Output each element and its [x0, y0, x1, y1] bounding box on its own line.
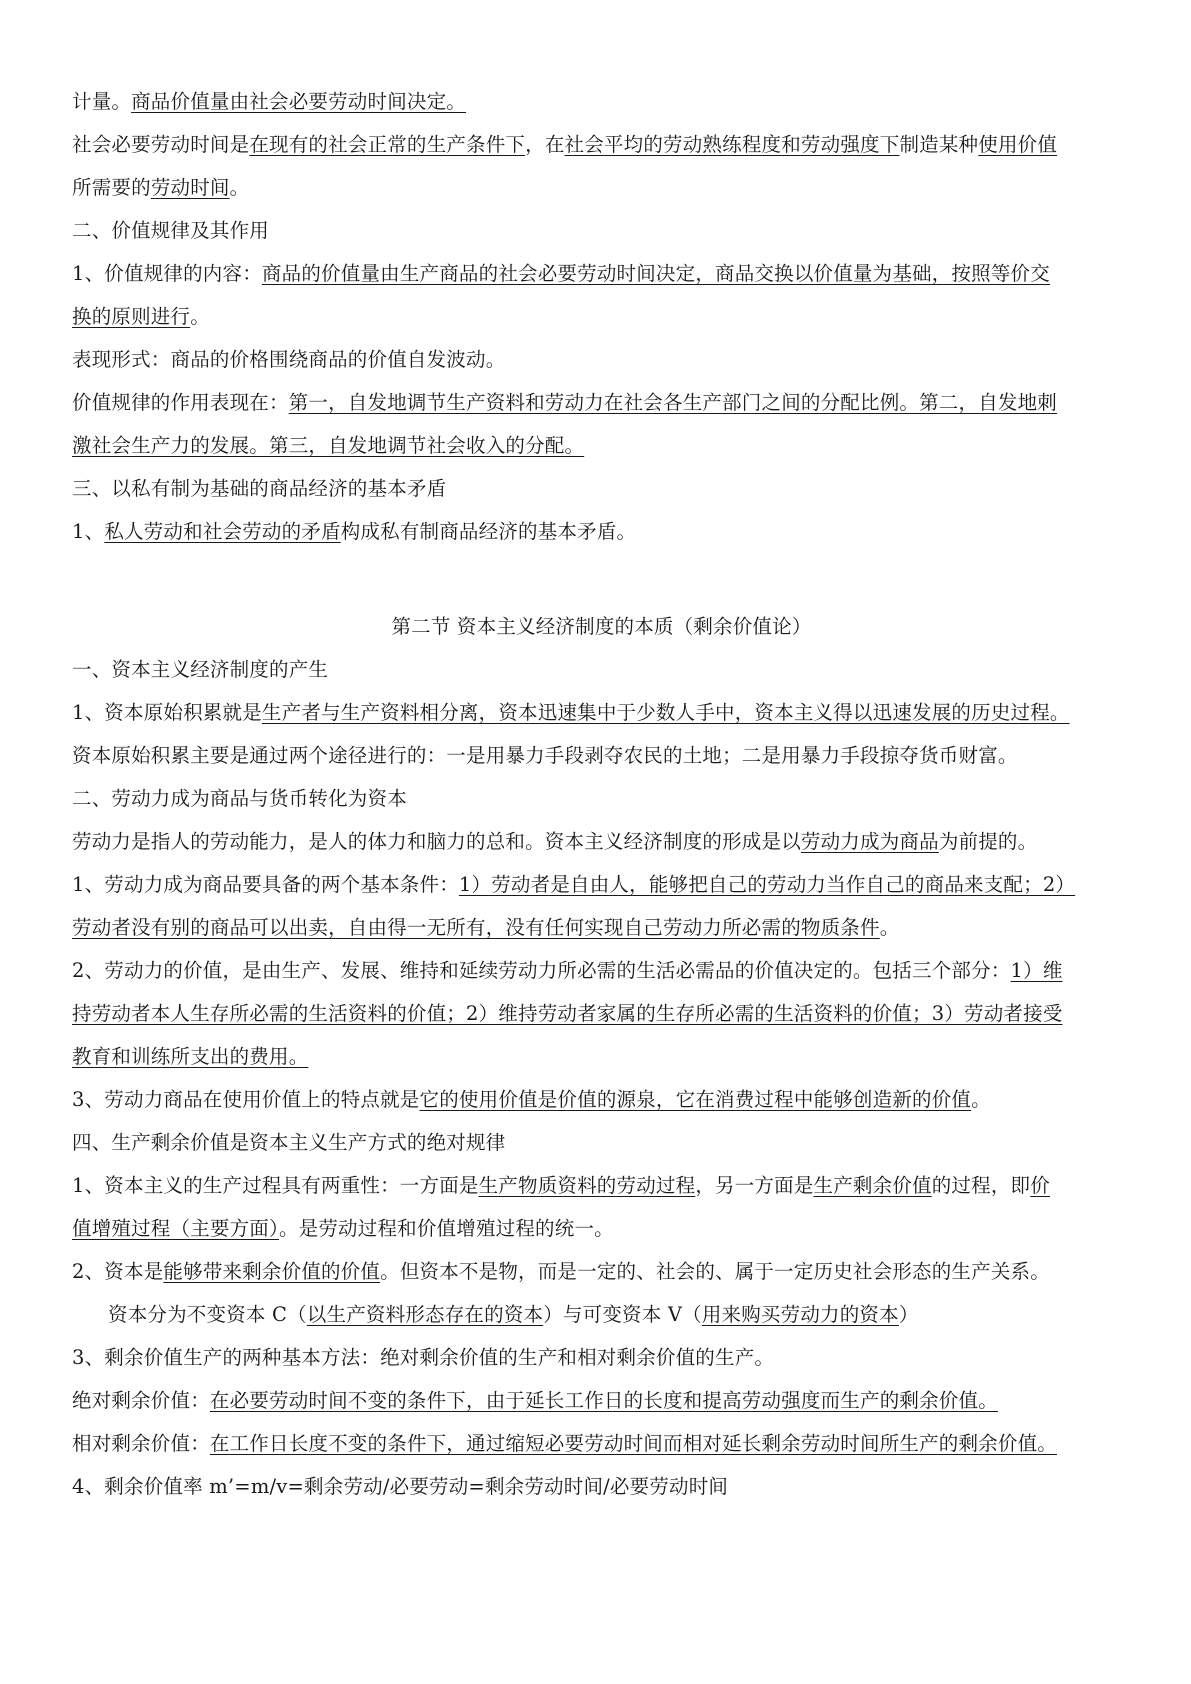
text-run: 1、劳动力成为商品要具备的两个基本条件：	[72, 873, 459, 896]
underlined-text: 社会平均的劳动熟练程度和劳动强度下	[564, 133, 900, 156]
underlined-text: 生产者与生产资料相分离，资本迅速集中于少数人手中，资本主义得以迅速发展的历史过程。	[261, 701, 1070, 724]
section-heading	[72, 209, 1131, 252]
text-line	[72, 123, 1131, 166]
text-run: 四、生产剩余价值是资本主义生产方式的绝对规律	[72, 1131, 506, 1154]
text-run: 相对剩余价值：	[72, 1432, 210, 1455]
text-run: 2、劳动力的价值，是由生产、发展、维持和延续劳动力所必需的生活必需品的价值决定的。包括三个部分：	[72, 959, 1011, 982]
text-run: 。	[190, 305, 210, 328]
underlined-text: 教育和训练所支出的费用。	[72, 1045, 309, 1068]
underlined-text: 劳动力成为商品	[800, 830, 939, 853]
text-run: ，另一方面是	[695, 1174, 814, 1197]
text-run: 资本分为不变资本 C（	[108, 1303, 307, 1326]
text-run: 2、资本是	[72, 1260, 164, 1283]
text-line	[72, 1250, 1131, 1293]
text-line	[72, 166, 1131, 209]
underlined-text: 持劳动者本人生存所必需的生活资料的价值；2）维持劳动者家属的生存所必需的生活资料的价值；3）劳动者接受	[72, 1002, 1063, 1025]
chapter-title	[72, 605, 1131, 648]
underlined-text: 换的原则进行	[72, 305, 191, 328]
text-run: 二、劳动力成为商品与货币转化为资本	[72, 787, 407, 810]
underlined-text: 生产物质资料的劳动过程	[478, 1174, 696, 1197]
text-run: 为前提的。	[938, 830, 1038, 853]
text-run: 劳动力是指人的劳动能力，是人的体力和脑力的总和。资本主义经济制度的形成是以	[72, 830, 801, 853]
text-line	[72, 1422, 1131, 1465]
underlined-text: 以生产资料形态存在的资本	[306, 1303, 544, 1326]
text-line	[72, 992, 1131, 1035]
underlined-text: 商品价值量由社会必要劳动时间决定。	[131, 90, 467, 113]
text-run: 第二节 资本主义经济制度的本质（剩余价值论）	[391, 615, 812, 638]
text-line	[72, 734, 1131, 777]
text-run: 一、资本主义经济制度的产生	[72, 658, 329, 681]
text-line	[72, 1293, 1131, 1336]
text-line	[72, 1035, 1131, 1078]
text-line	[72, 252, 1131, 295]
text-run: 1、	[72, 520, 105, 543]
text-run: 。	[229, 176, 250, 199]
text-line	[72, 1164, 1131, 1207]
underlined-text: 劳动时间	[150, 176, 230, 199]
text-line	[72, 424, 1131, 467]
text-run: 。	[879, 916, 900, 939]
text-line	[72, 1078, 1131, 1121]
text-run: 二、价值规律及其作用	[72, 219, 270, 242]
underlined-text: 1）维	[1010, 959, 1063, 982]
text-run: 绝对剩余价值：	[72, 1389, 210, 1412]
text-line	[72, 338, 1131, 381]
text-run: 。是劳动过程和价值增殖过程的统一。	[278, 1217, 614, 1240]
underlined-text: 价	[1030, 1174, 1050, 1197]
underlined-text: 激社会生产力的发展。第三，自发地调节社会收入的分配。	[72, 434, 585, 457]
text-run: 计量。	[72, 90, 132, 113]
text-line	[72, 510, 1131, 553]
underlined-text: 劳动者没有别的商品可以出卖，自由得一无所有，没有任何实现自己劳动力所必需的物质条件	[72, 916, 880, 939]
underlined-text: 生产剩余价值	[813, 1174, 932, 1197]
text-line	[72, 1465, 1131, 1508]
underlined-text: 值增殖过程（主要方面）	[72, 1217, 279, 1240]
text-run: 。	[971, 1088, 991, 1111]
text-line	[72, 906, 1131, 949]
underlined-text: 能够带来剩余价值的价值	[163, 1260, 381, 1283]
text-run: 价值规律的作用表现在：	[72, 391, 289, 414]
text-run: ，在	[525, 133, 565, 156]
underlined-text: 在工作日长度不变的条件下，通过缩短必要劳动时间而相对延长剩余劳动时间所生产的剩余价值。	[209, 1432, 1058, 1455]
underlined-text: 它的使用价值是价值的源泉，它在消费过程中能够创造新的价值	[419, 1088, 972, 1111]
underlined-text: 商品的价值量由生产商品的社会必要劳动时间决定，商品交换以价值量为基础，按照等价交	[261, 262, 1050, 285]
text-run: ）	[898, 1303, 919, 1326]
text-line	[72, 381, 1131, 424]
text-line	[72, 691, 1131, 734]
text-run: ）与可变资本 V（	[543, 1303, 702, 1326]
text-run: 社会必要劳动时间是	[72, 133, 250, 156]
text-line	[72, 295, 1131, 338]
text-run: 构成私有制商品经济的基本矛盾。	[340, 520, 637, 543]
text-run: 表现形式：商品的价格围绕商品的价值自发波动。	[72, 348, 506, 371]
section-heading	[72, 467, 1131, 510]
section-heading	[72, 777, 1131, 820]
underlined-text: 1）劳动者是自由人，能够把自己的劳动力当作自己的商品来支配；2）	[458, 873, 1076, 896]
text-line	[72, 80, 1131, 123]
text-line	[72, 949, 1131, 992]
underlined-text: 私人劳动和社会劳动的矛盾	[104, 520, 341, 543]
underlined-text: 在必要劳动时间不变的条件下，由于延长工作日的长度和提高劳动强度而生产的剩余价值。	[209, 1389, 998, 1412]
text-run: 1、资本主义的生产过程具有两重性：一方面是	[72, 1174, 479, 1197]
text-run: 三、以私有制为基础的商品经济的基本矛盾	[72, 477, 447, 500]
underlined-text: 用来购买劳动力的资本	[701, 1303, 899, 1326]
text-run: 所需要的	[72, 176, 151, 199]
text-run: 。但资本不是物，而是一定的、社会的、属于一定历史社会形态的生产关系。	[380, 1260, 1050, 1283]
section-heading	[72, 648, 1131, 691]
underlined-text: 在现有的社会正常的生产条件下	[249, 133, 526, 156]
underlined-text: 使用价值	[978, 133, 1058, 156]
text-run: 制造某种	[899, 133, 979, 156]
text-run: 1、价值规律的内容：	[72, 262, 262, 285]
text-line	[72, 1336, 1131, 1379]
section-heading	[72, 1121, 1131, 1164]
text-line	[72, 1207, 1131, 1250]
text-run: 的过程，即	[931, 1174, 1031, 1197]
text-run: 资本原始积累主要是通过两个途径进行的：一是用暴力手段剥夺农民的土地；二是用暴力手段掠夺货币财富。	[72, 744, 1018, 767]
text-line	[72, 863, 1131, 906]
text-run: 3、剩余价值生产的两种基本方法：绝对剩余价值的生产和相对剩余价值的生产。	[72, 1346, 775, 1369]
text-run: 3、劳动力商品在使用价值上的特点就是	[72, 1088, 420, 1111]
text-run: 4、剩余价值率 m’=m/v=剩余劳动/必要劳动=剩余劳动时间/必要劳动时间	[72, 1475, 729, 1498]
text-line	[72, 820, 1131, 863]
text-line	[72, 1379, 1131, 1422]
text-run: 1、资本原始积累就是	[72, 701, 262, 724]
underlined-text: 第一，自发地调节生产资料和劳动力在社会各生产部门之间的分配比例。第二，自发地刺	[288, 391, 1058, 414]
